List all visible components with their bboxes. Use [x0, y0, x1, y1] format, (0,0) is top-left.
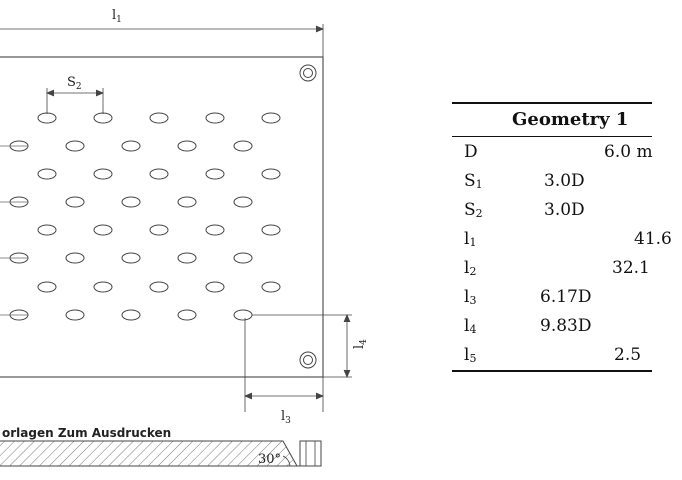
hole	[234, 141, 252, 151]
table-row	[452, 343, 682, 371]
hole	[94, 282, 112, 292]
corner-bolt-top	[300, 65, 316, 81]
hole	[262, 225, 280, 235]
table-header-rule	[452, 136, 652, 137]
hole	[94, 225, 112, 235]
hole	[94, 169, 112, 179]
hole	[178, 310, 196, 320]
row-symbol: $S_2$	[464, 200, 483, 220]
hole	[150, 113, 168, 123]
hole	[38, 113, 56, 123]
row-value: 32.1	[612, 258, 650, 278]
table-top-rule	[452, 102, 652, 104]
hole	[122, 141, 140, 151]
plate-outline	[0, 57, 323, 377]
dimension-l4	[252, 315, 352, 377]
row-value: 6.0 m	[604, 142, 653, 162]
row-symbol: $l_5$	[464, 345, 477, 365]
row-symbol: $l_3$	[464, 287, 477, 307]
hole	[38, 225, 56, 235]
row-value: 3.0D	[544, 200, 585, 220]
hole	[234, 197, 252, 207]
dimension-l1	[0, 24, 323, 57]
hole	[206, 225, 224, 235]
hole	[66, 253, 84, 263]
row-symbol: $l_1$	[464, 229, 477, 249]
hole	[150, 169, 168, 179]
row-value: 3.0D	[544, 171, 585, 191]
row-symbol: $S_1$	[464, 171, 483, 191]
table-title: Geometry 1	[512, 109, 629, 130]
hole	[150, 282, 168, 292]
hole	[206, 113, 224, 123]
angle-label: 30°	[258, 452, 282, 467]
dimension-label-l4: $l_4$	[352, 339, 369, 349]
hole	[262, 169, 280, 179]
hole	[122, 253, 140, 263]
caption-text: orlagen Zum Ausdrucken	[2, 426, 172, 440]
table-row	[452, 198, 682, 226]
dimension-label-s2: $S_2$	[67, 75, 82, 92]
hole	[38, 282, 56, 292]
hole	[234, 310, 252, 320]
hole	[234, 253, 252, 263]
hole	[66, 310, 84, 320]
corner-bolt-bottom	[300, 352, 316, 368]
row-symbol: $l_2$	[464, 258, 477, 278]
hole	[206, 282, 224, 292]
left-leader-lines	[0, 146, 28, 315]
hole	[206, 169, 224, 179]
hole-grid	[10, 113, 280, 320]
row-symbol: D	[464, 142, 478, 162]
hole	[262, 113, 280, 123]
row-value: 9.83D	[540, 316, 592, 336]
table-row	[452, 314, 682, 342]
hole	[178, 197, 196, 207]
hole	[122, 197, 140, 207]
table-bottom-rule	[452, 370, 652, 372]
hole	[94, 113, 112, 123]
geometry-table	[452, 102, 672, 372]
table-row	[452, 227, 682, 255]
row-value: 6.17D	[540, 287, 592, 307]
dimension-label-l3: $l_3$	[281, 409, 291, 426]
hole	[38, 169, 56, 179]
hole	[122, 310, 140, 320]
row-value: 2.5	[614, 345, 642, 365]
table-row	[452, 256, 682, 284]
hole	[178, 141, 196, 151]
hole	[66, 141, 84, 151]
hole	[66, 197, 84, 207]
table-row	[452, 169, 682, 197]
dimension-l3	[245, 318, 323, 412]
table-row	[452, 140, 682, 168]
dimension-label-l1: $l_1$	[112, 8, 122, 25]
hole	[150, 225, 168, 235]
row-symbol: $l_4$	[464, 316, 477, 336]
hole	[262, 282, 280, 292]
table-row	[452, 285, 682, 313]
hole	[178, 253, 196, 263]
row-value: 41.6	[634, 229, 672, 249]
